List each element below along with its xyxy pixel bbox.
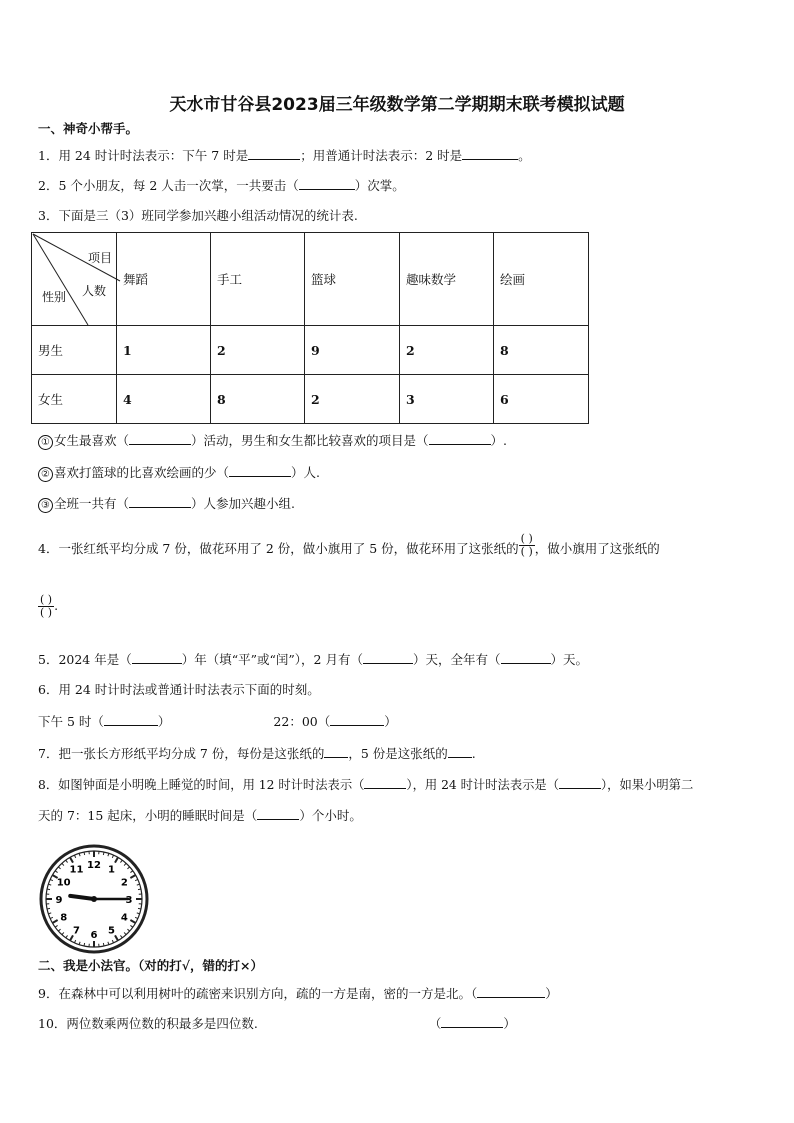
answer-blank[interactable] xyxy=(257,807,299,820)
clock-tick xyxy=(47,908,50,909)
question-7: 7．把一张长方形纸平均分成 7 份，每份是这张纸的 ，5 份是这张纸的 . xyxy=(38,746,476,761)
answer-blank[interactable] xyxy=(448,745,472,758)
question-3-sub-1: ① 女生最喜欢（ ）活动，男生和女生都比较喜欢的项目是（ ）. xyxy=(38,432,507,450)
table-header-row xyxy=(32,233,589,326)
answer-blank[interactable] xyxy=(462,147,518,160)
answer-blank[interactable] xyxy=(501,651,551,664)
column-header: 绘画 xyxy=(494,233,589,326)
clock-numeral: 8 xyxy=(60,912,68,924)
answer-blank[interactable] xyxy=(132,651,182,664)
row-label: 男生 xyxy=(32,326,117,375)
question-6-items: 下午 5 时（ ） 22：00（ ） xyxy=(38,714,397,729)
answer-blank[interactable] xyxy=(330,713,384,726)
column-header: 舞蹈 xyxy=(117,233,211,326)
clock-numeral: 6 xyxy=(90,930,98,941)
diagonal-header-cell xyxy=(32,233,117,326)
table-cell: 8 xyxy=(211,375,305,424)
question-1: 1．用 24 时计时法表示：下午 7 时是 ；用普通计时法表示：2 时是 。 xyxy=(38,148,531,163)
question-8-continued: 天的 7：15 起床，小明的睡眠时间是（ ）个小时。 xyxy=(38,808,362,823)
clock-numeral: 10 xyxy=(56,877,71,889)
row-label: 女生 xyxy=(32,375,117,424)
question-6-intro: 6．用 24 时计时法或普通计时法表示下面的时刻。 xyxy=(38,682,320,697)
question-3-sub-3: ③ 全班一共有（ ）人参加兴趣小组. xyxy=(38,495,295,513)
diagonal-lines xyxy=(32,233,121,326)
question-3-sub-2: ② 喜欢打篮球的比喜欢绘画的少（ ）人. xyxy=(38,464,320,482)
answer-blank[interactable] xyxy=(229,464,291,477)
clock-numeral: 4 xyxy=(120,912,128,924)
header-gender-label: 性别 xyxy=(42,290,67,304)
clock-tick xyxy=(84,852,85,855)
question-3-intro: 3．下面是三（3）班同学参加兴趣小组活动情况的统计表. xyxy=(38,208,358,223)
table-cell: 9 xyxy=(305,326,400,375)
answer-blank[interactable] xyxy=(559,776,601,789)
table-cell: 8 xyxy=(494,326,589,375)
table-cell: 3 xyxy=(400,375,494,424)
column-header: 手工 xyxy=(211,233,305,326)
table-cell: 4 xyxy=(117,375,211,424)
header-item-label: 项目 xyxy=(88,251,113,265)
question-5: 5．2024 年是（ ）年（填“平”或“闰”），2 月有（ ）天，全年有（ ）天。 xyxy=(38,652,589,667)
answer-blank[interactable] xyxy=(129,495,191,508)
clock-numeral: 2 xyxy=(120,877,128,889)
stats-table xyxy=(31,232,589,424)
question-4: 4．一张红纸平均分成 7 份，做花环用了 2 份，做小旗用了 5 份，做花环用了这张纸的 $\frac{( )}{( )}$ ，做小旗用了这张纸的 xyxy=(38,532,660,558)
answer-blank[interactable] xyxy=(324,745,348,758)
section-heading-1: 一、神奇小帮手。 xyxy=(38,121,139,136)
table-cell: 1 xyxy=(117,326,211,375)
answer-blank[interactable] xyxy=(129,432,191,445)
clock-tick xyxy=(103,852,104,855)
clock-numeral: 9 xyxy=(55,895,63,906)
header-count-label: 人数 xyxy=(82,284,107,298)
answer-blank[interactable] xyxy=(104,713,158,726)
clock-numeral: 11 xyxy=(69,864,84,876)
table-cell: 2 xyxy=(400,326,494,375)
answer-blank[interactable] xyxy=(364,776,406,789)
column-header: 趣味数学 xyxy=(400,233,494,326)
clock-numeral: 1 xyxy=(108,864,115,876)
question-2: 2．5 个小朋友，每 2 人击一次掌，一共要击（ ）次掌。 xyxy=(38,178,405,193)
clock-numeral: 3 xyxy=(125,895,133,906)
page-title: 天水市甘谷县2023届三年级数学第二学期期末联考模拟试题 xyxy=(169,95,625,115)
table-row xyxy=(32,326,589,375)
column-header: 篮球 xyxy=(305,233,400,326)
clock-center xyxy=(91,896,97,902)
clock-tick xyxy=(47,889,50,890)
answer-blank[interactable] xyxy=(477,985,545,998)
table-cell: 2 xyxy=(211,326,305,375)
clock-tick xyxy=(84,943,85,946)
clock-numeral: 7 xyxy=(73,925,80,937)
clock-face xyxy=(38,843,150,955)
clock-tick xyxy=(138,889,141,890)
answer-blank[interactable] xyxy=(248,147,300,160)
fraction-blank[interactable]: $\frac{( )}{( )}$ xyxy=(520,532,533,558)
question-8: 8．如图钟面是小明晚上睡觉的时间，用 12 时计时法表示（ ），用 24 时计时法表示是（ ），如果小明第二 xyxy=(38,778,694,792)
answer-blank[interactable] xyxy=(299,177,355,190)
answer-blank[interactable] xyxy=(363,651,413,664)
table-row xyxy=(32,375,589,424)
question-4-continued: $\frac{( )}{( )}$ . xyxy=(40,593,59,619)
answer-blank[interactable] xyxy=(441,1015,503,1028)
question-9: 9．在森林中可以利用树叶的疏密来识别方向，疏的一方是南，密的一方是北。（ ） xyxy=(38,986,558,1001)
answer-blank[interactable] xyxy=(429,432,491,445)
fraction-blank[interactable]: $\frac{( )}{( )}$ xyxy=(40,593,53,619)
question-10: 10．两位数乘两位数的积最多是四位数. （ ） xyxy=(38,1016,516,1031)
table-cell: 6 xyxy=(494,375,589,424)
clock-numeral: 12 xyxy=(87,860,101,871)
clock-tick xyxy=(103,943,104,946)
section-heading-2: 二、我是小法官。（对的打√，错的打×） xyxy=(38,958,263,973)
table-cell: 2 xyxy=(305,375,400,424)
clock-tick xyxy=(138,908,141,909)
clock-numeral: 5 xyxy=(108,925,115,937)
